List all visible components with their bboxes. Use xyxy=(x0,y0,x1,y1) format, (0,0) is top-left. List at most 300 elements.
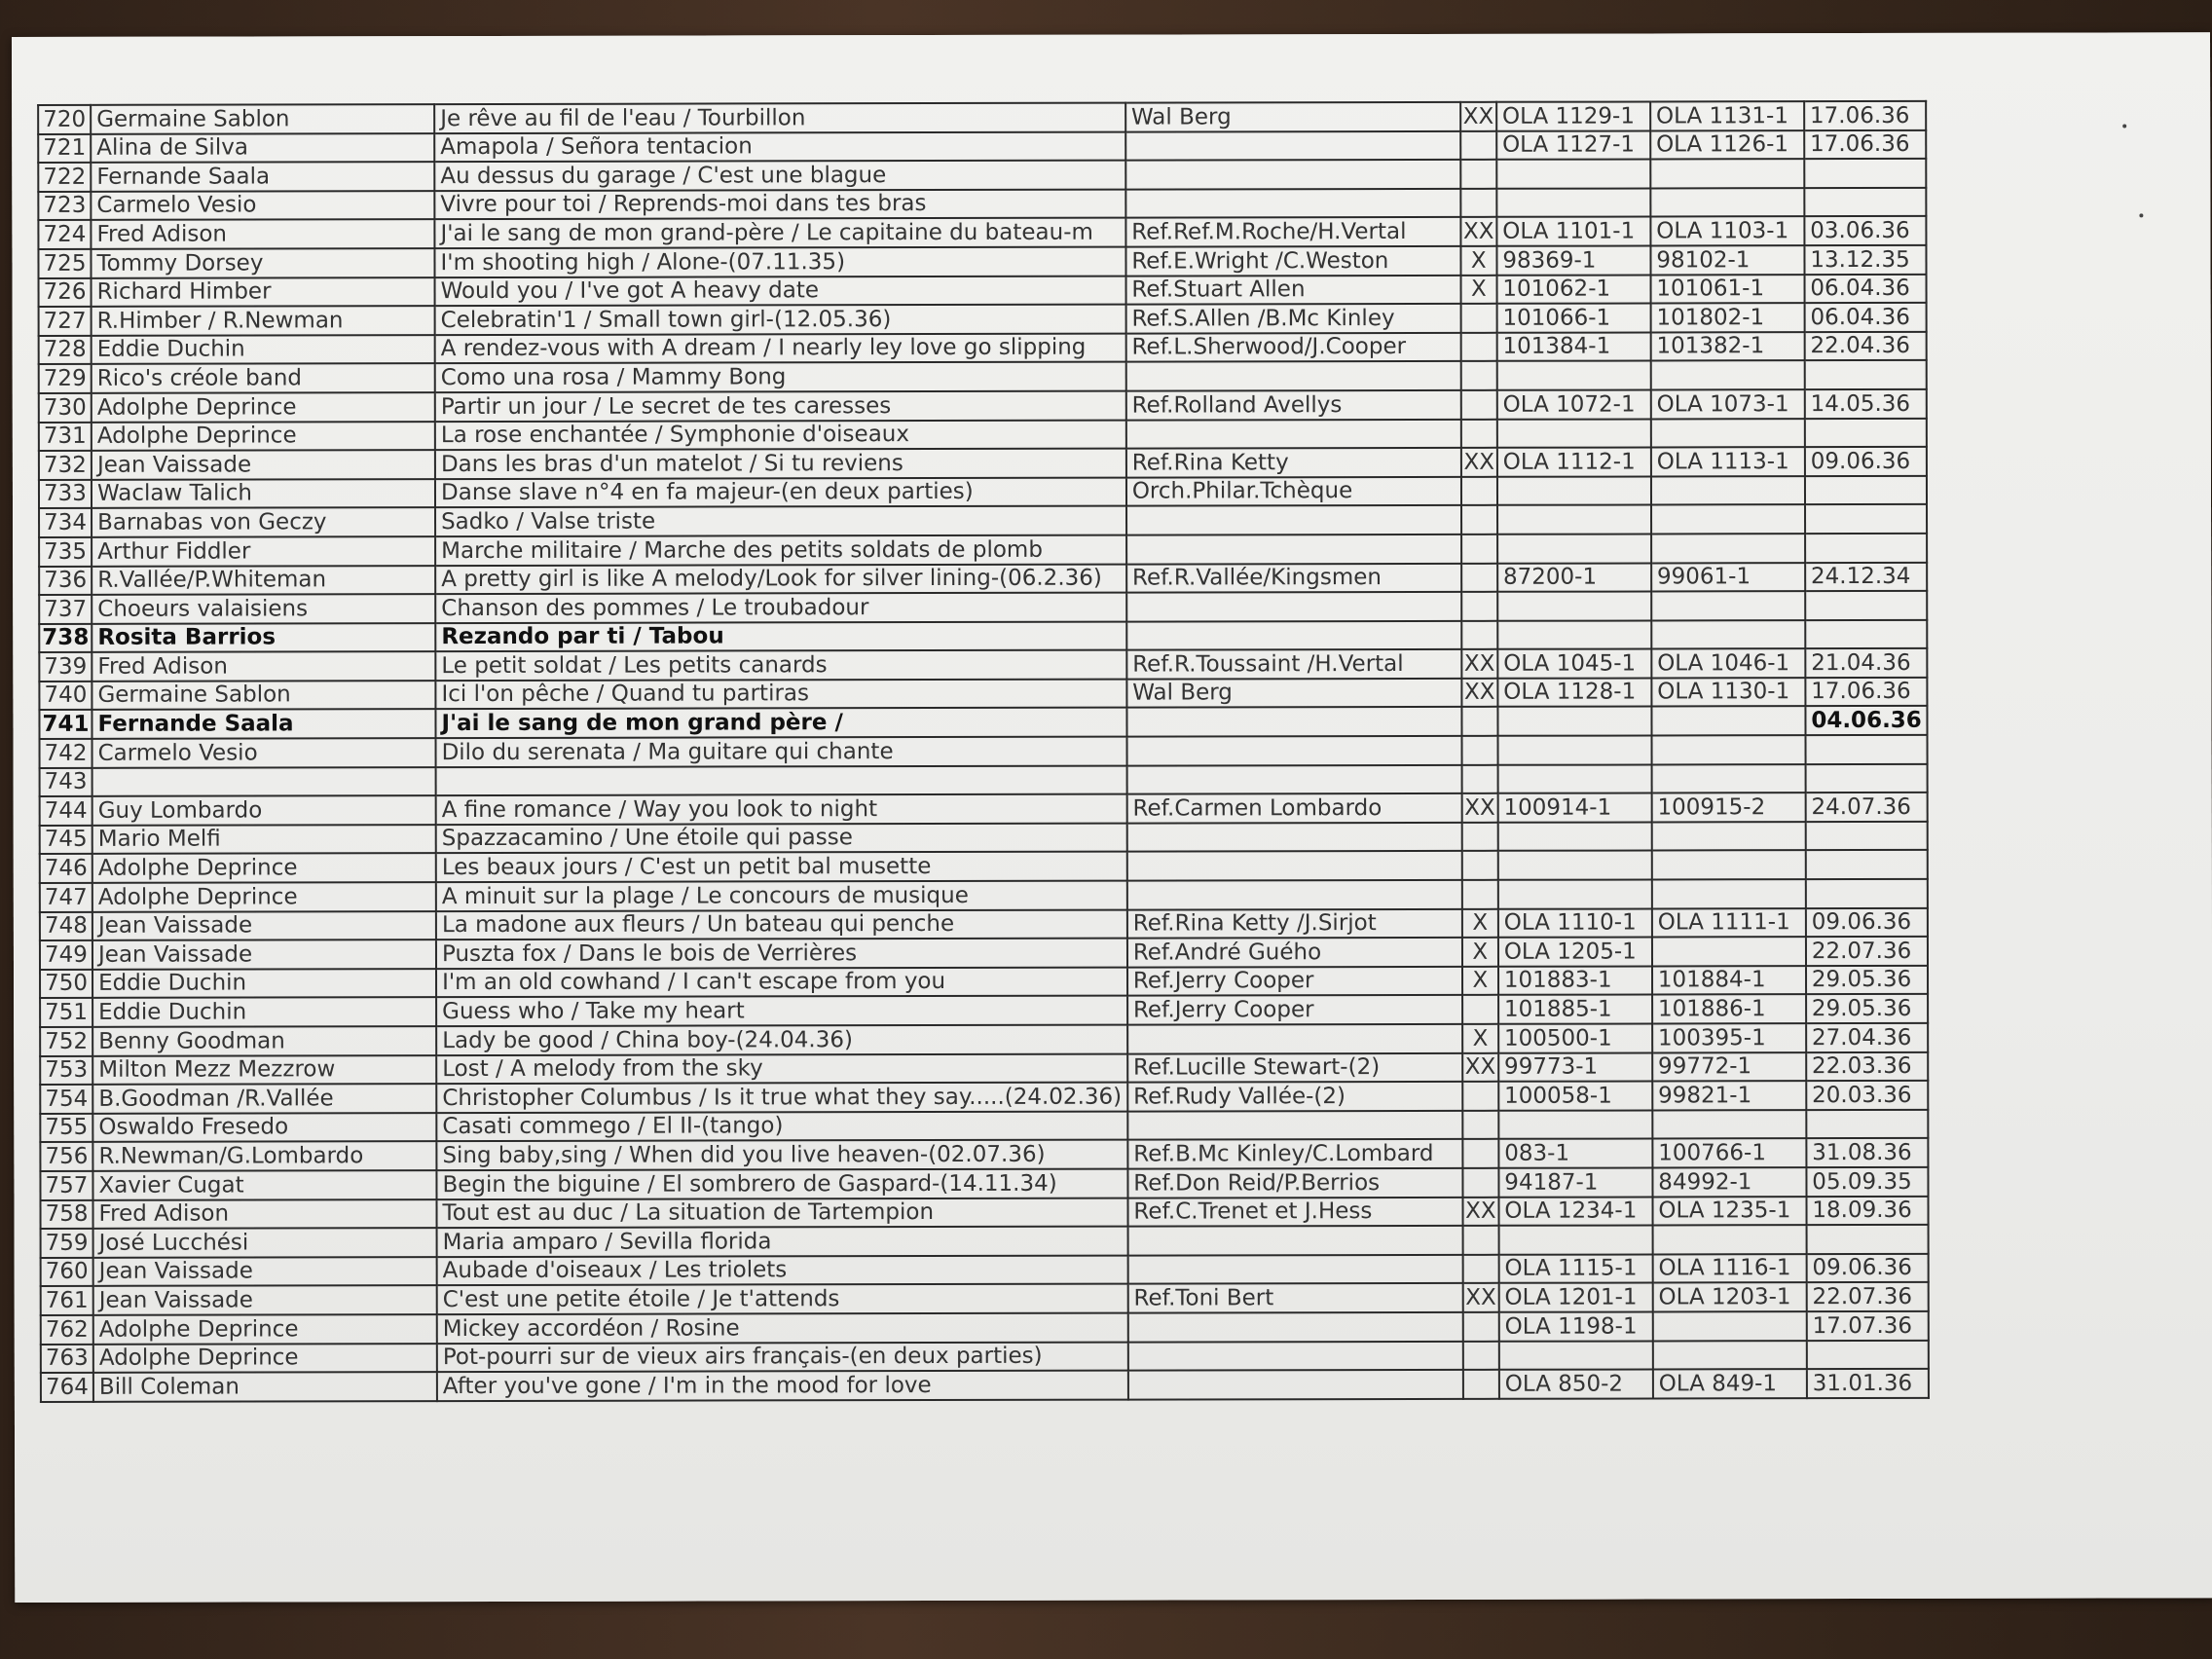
reference-cell xyxy=(1126,419,1461,448)
record-number-cell: 723 xyxy=(38,192,91,221)
title-cell: Christopher Columbus / Is it true what they say.....(24.02.36) xyxy=(436,1083,1127,1113)
matrix-b-cell xyxy=(1652,1225,1806,1254)
table-row xyxy=(41,1311,1929,1345)
artist-cell: Carmelo Vesio xyxy=(92,738,436,767)
table-row xyxy=(40,1081,1928,1114)
table-row xyxy=(38,129,1926,163)
matrix-b-cell xyxy=(1651,534,1805,563)
reference-cell xyxy=(1127,1111,1462,1140)
artist-cell: Tommy Dorsey xyxy=(91,248,434,277)
mark-cell xyxy=(1461,535,1497,564)
title-cell: Would you / I've got A heavy date xyxy=(435,276,1126,306)
reference-cell: Ref.Rina Ketty xyxy=(1126,448,1461,477)
reference-cell: Ref.Ref.M.Roche/H.Vertal xyxy=(1125,217,1460,246)
matrix-b-cell xyxy=(1652,879,1806,908)
artist-cell: Eddie Duchin xyxy=(92,335,435,364)
matrix-a-cell xyxy=(1497,736,1651,765)
artist-cell: Jean Vaissade xyxy=(93,1285,437,1314)
title-cell: J'ai le sang de mon grand-père / Le capitaine du bateau-m xyxy=(434,218,1125,248)
matrix-a-cell: OLA 1072-1 xyxy=(1497,389,1651,419)
matrix-b-cell: OLA 1126-1 xyxy=(1650,130,1804,160)
date-cell xyxy=(1804,159,1927,188)
artist-cell xyxy=(92,767,436,796)
matrix-b-cell: 84992-1 xyxy=(1652,1167,1806,1197)
artist-cell: Eddie Duchin xyxy=(92,997,436,1026)
date-cell xyxy=(1805,764,1928,793)
date-cell: 22.04.36 xyxy=(1804,332,1927,361)
paper-speck xyxy=(2139,213,2143,217)
matrix-a-cell xyxy=(1499,1341,1653,1370)
artist-cell: Adolphe Deprince xyxy=(92,422,435,451)
artist-cell: Jean Vaissade xyxy=(92,450,435,479)
artist-cell: José Lucchési xyxy=(93,1228,437,1257)
artist-cell: Alina de Silva xyxy=(91,133,434,163)
record-number-cell: 748 xyxy=(40,911,92,940)
record-number-cell: 742 xyxy=(40,739,92,768)
artist-cell: R.Himber / R.Newman xyxy=(92,306,435,335)
table-row xyxy=(40,735,1928,768)
date-cell: 31.08.36 xyxy=(1806,1138,1929,1167)
matrix-b-cell xyxy=(1651,591,1805,620)
matrix-b-cell xyxy=(1651,504,1805,534)
mark-cell: XX xyxy=(1462,1197,1498,1226)
matrix-b-cell: OLA 1103-1 xyxy=(1650,217,1804,246)
record-number-cell: 753 xyxy=(40,1055,92,1085)
record-number-cell: 726 xyxy=(39,277,92,307)
artist-cell: R.Vallée/P.Whiteman xyxy=(92,566,435,595)
paper-speck xyxy=(2122,124,2126,128)
matrix-b-cell: 100915-2 xyxy=(1651,793,1805,822)
matrix-b-cell: 100766-1 xyxy=(1652,1139,1806,1168)
matrix-a-cell: OLA 1201-1 xyxy=(1499,1283,1653,1312)
record-number-cell: 733 xyxy=(39,480,92,509)
matrix-a-cell xyxy=(1498,851,1652,880)
reference-cell xyxy=(1127,1226,1462,1255)
date-cell: 29.05.36 xyxy=(1806,994,1929,1023)
record-number-cell: 736 xyxy=(39,566,92,595)
matrix-a-cell: OLA 1110-1 xyxy=(1498,908,1652,938)
date-cell: 06.04.36 xyxy=(1804,303,1927,332)
date-cell xyxy=(1806,822,1929,851)
matrix-a-cell xyxy=(1497,534,1651,563)
record-number-cell: 746 xyxy=(40,854,92,883)
table-row xyxy=(40,879,1928,912)
mark-cell xyxy=(1463,1312,1499,1342)
table-row xyxy=(41,1225,1929,1258)
title-cell: Ici l'on pêche / Quand tu partiras xyxy=(435,679,1126,709)
artist-cell: Waclaw Talich xyxy=(92,479,435,508)
table-row xyxy=(40,1110,1928,1143)
title-cell: Lady be good / China boy-(24.04.36) xyxy=(436,1025,1127,1055)
date-cell xyxy=(1805,735,1928,764)
date-cell: 20.03.36 xyxy=(1806,1081,1929,1110)
record-number-cell: 756 xyxy=(40,1142,92,1171)
mark-cell xyxy=(1461,477,1497,506)
matrix-a-cell: OLA 1101-1 xyxy=(1496,217,1650,246)
matrix-a-cell: OLA 1234-1 xyxy=(1498,1197,1652,1226)
mark-cell: X xyxy=(1460,275,1496,304)
mark-cell xyxy=(1461,736,1497,765)
matrix-b-cell xyxy=(1653,1311,1807,1341)
reference-cell: Ref.Carmen Lombardo xyxy=(1126,793,1461,823)
mark-cell: XX xyxy=(1461,649,1497,679)
matrix-a-cell xyxy=(1497,361,1651,390)
reference-cell xyxy=(1126,707,1461,736)
matrix-b-cell xyxy=(1650,159,1804,188)
matrix-a-cell xyxy=(1497,620,1651,649)
record-number-cell: 757 xyxy=(40,1171,92,1200)
matrix-a-cell: 94187-1 xyxy=(1498,1167,1652,1197)
matrix-a-cell xyxy=(1497,764,1651,793)
record-number-cell: 732 xyxy=(39,451,92,480)
record-number-cell: 730 xyxy=(39,393,92,423)
reference-cell: Ref.Rudy Vallée-(2) xyxy=(1127,1082,1462,1111)
mark-cell xyxy=(1460,304,1496,333)
table-row xyxy=(39,534,1927,567)
date-cell: 05.09.35 xyxy=(1806,1167,1929,1197)
matrix-a-cell xyxy=(1496,160,1650,189)
mark-cell xyxy=(1462,1226,1498,1255)
record-number-cell: 759 xyxy=(41,1229,93,1258)
reference-cell: Ref.S.Allen /B.Mc Kinley xyxy=(1125,304,1460,333)
record-number-cell: 722 xyxy=(38,163,91,192)
matrix-a-cell: OLA 1128-1 xyxy=(1497,678,1651,707)
record-number-cell: 741 xyxy=(39,710,92,739)
title-cell: Guess who / Take my heart xyxy=(436,996,1127,1026)
table-row xyxy=(39,620,1927,653)
table-row xyxy=(40,1167,1928,1200)
record-number-cell: 725 xyxy=(38,249,91,278)
artist-cell: R.Newman/G.Lombardo xyxy=(92,1141,436,1170)
title-cell: La rose enchantée / Symphonie d'oiseaux xyxy=(435,420,1126,450)
title-cell: Lost / A melody from the sky xyxy=(436,1053,1127,1084)
title-cell: Dans les bras d'un matelot / Si tu reviens xyxy=(435,449,1126,479)
matrix-a-cell xyxy=(1498,880,1652,909)
artist-cell: Adolphe Deprince xyxy=(93,1314,437,1344)
mark-cell xyxy=(1460,189,1496,218)
paper-sheet xyxy=(12,32,2212,1603)
matrix-b-cell: OLA 1203-1 xyxy=(1653,1282,1807,1311)
matrix-b-cell xyxy=(1651,419,1805,448)
artist-cell: Guy Lombardo xyxy=(92,795,436,825)
matrix-b-cell xyxy=(1651,360,1805,389)
matrix-a-cell: 083-1 xyxy=(1498,1139,1652,1168)
date-cell xyxy=(1805,418,1928,447)
reference-cell xyxy=(1128,1312,1463,1342)
matrix-b-cell: 101886-1 xyxy=(1652,995,1806,1024)
reference-cell xyxy=(1128,1341,1463,1370)
date-cell: 27.04.36 xyxy=(1806,1023,1929,1052)
artist-cell: Rico's créole band xyxy=(92,363,435,392)
matrix-a-cell: 98369-1 xyxy=(1496,245,1650,275)
matrix-a-cell: 100500-1 xyxy=(1498,1023,1652,1052)
artist-cell: Xavier Cugat xyxy=(92,1170,436,1199)
mark-cell: XX xyxy=(1460,102,1496,131)
title-cell: Marche militaire / Marche des petits soldats de plomb xyxy=(435,535,1126,566)
reference-cell: Ref.Lucille Stewart-(2) xyxy=(1127,1052,1462,1082)
matrix-b-cell xyxy=(1652,1110,1806,1139)
matrix-a-cell: OLA 1045-1 xyxy=(1497,649,1651,679)
reference-cell xyxy=(1126,621,1461,650)
artist-cell: Adolphe Deprince xyxy=(93,1344,437,1373)
reference-cell xyxy=(1127,1024,1462,1053)
date-cell xyxy=(1806,1225,1929,1254)
matrix-a-cell: 100914-1 xyxy=(1497,793,1651,823)
title-cell: Pot-pourri sur de vieux airs français-(en deux parties) xyxy=(437,1342,1128,1372)
record-number-cell: 747 xyxy=(40,883,92,912)
table-row xyxy=(41,1282,1929,1315)
reference-cell: Ref.C.Trenet et J.Hess xyxy=(1127,1197,1462,1226)
reference-cell xyxy=(1128,1370,1463,1399)
artist-cell: Choeurs valaisiens xyxy=(92,594,435,623)
matrix-a-cell: 101062-1 xyxy=(1496,275,1650,304)
title-cell: Vivre pour toi / Reprends-moi dans tes bras xyxy=(434,189,1125,219)
record-number-cell: 728 xyxy=(39,336,92,365)
title-cell: Mickey accordéon / Rosine xyxy=(437,1313,1128,1344)
artist-cell: Germaine Sablon xyxy=(92,681,435,710)
date-cell xyxy=(1806,879,1929,908)
title-cell: Celebratin'1 / Small town girl-(12.05.36) xyxy=(435,305,1126,335)
matrix-a-cell xyxy=(1497,476,1651,505)
reference-cell: Ref.R.Toussaint /H.Vertal xyxy=(1126,649,1461,679)
matrix-a-cell: 87200-1 xyxy=(1497,563,1651,592)
mark-cell xyxy=(1460,130,1496,160)
table-row xyxy=(39,274,1927,307)
record-number-cell: 738 xyxy=(39,624,92,653)
table-row xyxy=(40,908,1928,941)
record-number-cell: 729 xyxy=(39,364,92,393)
date-cell xyxy=(1805,504,1928,534)
mark-cell: X xyxy=(1462,938,1498,967)
title-cell: La madone aux fleurs / Un bateau qui penche xyxy=(436,909,1127,940)
mark-cell: X xyxy=(1462,908,1498,938)
record-number-cell: 762 xyxy=(41,1315,93,1345)
reference-cell xyxy=(1126,592,1461,621)
record-number-cell: 752 xyxy=(40,1027,92,1056)
title-cell xyxy=(436,765,1127,795)
table-row xyxy=(39,678,1927,711)
title-cell: Le petit soldat / Les petits canards xyxy=(435,650,1126,681)
reference-cell: Ref.Rina Ketty /J.Sirjot xyxy=(1127,909,1462,939)
matrix-a-cell xyxy=(1498,822,1652,851)
matrix-a-cell: 101883-1 xyxy=(1498,966,1652,995)
reference-cell: Ref.Stuart Allen xyxy=(1125,275,1460,304)
matrix-b-cell xyxy=(1650,188,1804,217)
table-row xyxy=(39,418,1927,451)
reference-cell xyxy=(1126,535,1461,564)
reference-cell xyxy=(1127,851,1462,880)
title-cell: Spazzacamino / Une étoile qui passe xyxy=(436,823,1127,853)
title-cell: Danse slave n°4 en fa majeur-(en deux parties) xyxy=(435,477,1126,507)
reference-cell xyxy=(1125,130,1460,160)
record-number-cell: 727 xyxy=(39,307,92,336)
record-number-cell: 749 xyxy=(40,940,92,970)
record-number-cell: 724 xyxy=(38,220,91,249)
matrix-b-cell: OLA 1235-1 xyxy=(1652,1197,1806,1226)
matrix-a-cell: OLA 850-2 xyxy=(1499,1370,1653,1399)
title-cell: Puszta fox / Dans le bois de Verrières xyxy=(436,939,1127,969)
reference-cell xyxy=(1127,880,1462,909)
matrix-b-cell xyxy=(1651,620,1805,649)
mark-cell xyxy=(1461,419,1497,448)
title-cell: Como una rosa / Mammy Bong xyxy=(435,362,1126,392)
artist-cell: Fernande Saala xyxy=(92,710,435,739)
date-cell xyxy=(1805,360,1928,389)
artist-cell: Adolphe Deprince xyxy=(92,854,436,883)
record-number-cell: 740 xyxy=(39,682,92,711)
reference-cell: Ref.Jerry Cooper xyxy=(1127,967,1462,996)
date-cell xyxy=(1804,188,1927,217)
reference-cell: Ref.B.Mc Kinley/C.Lombard xyxy=(1127,1139,1462,1168)
mark-cell: XX xyxy=(1462,1052,1498,1082)
matrix-b-cell xyxy=(1651,735,1805,764)
mark-cell xyxy=(1461,563,1497,592)
reference-cell: Ref.Toni Bert xyxy=(1128,1283,1463,1312)
reference-cell: Ref.Don Reid/P.Berrios xyxy=(1127,1168,1462,1198)
mark-cell: X xyxy=(1460,246,1496,276)
reference-cell xyxy=(1125,160,1460,189)
mark-cell xyxy=(1461,764,1497,793)
record-number-cell: 764 xyxy=(41,1373,93,1402)
artist-cell: Arthur Fiddler xyxy=(92,536,435,566)
matrix-a-cell: 101066-1 xyxy=(1496,304,1650,333)
mark-cell xyxy=(1463,1341,1499,1370)
record-number-cell: 737 xyxy=(39,595,92,624)
mark-cell xyxy=(1461,592,1497,621)
mark-cell xyxy=(1462,1111,1498,1140)
reference-cell: Wal Berg xyxy=(1125,102,1460,131)
date-cell: 04.06.36 xyxy=(1805,706,1928,735)
artist-cell: B.Goodman /R.Vallée xyxy=(92,1084,436,1113)
matrix-b-cell xyxy=(1651,764,1805,793)
matrix-b-cell: 99772-1 xyxy=(1652,1052,1806,1082)
title-cell: Partir un jour / Le secret de tes caresses xyxy=(435,391,1126,422)
matrix-a-cell xyxy=(1496,188,1650,217)
date-cell: 17.06.36 xyxy=(1804,129,1927,159)
reference-cell: Ref.Jerry Cooper xyxy=(1127,995,1462,1024)
matrix-a-cell: 99773-1 xyxy=(1498,1052,1652,1082)
record-number-cell: 750 xyxy=(40,970,92,999)
artist-cell: Jean Vaissade xyxy=(92,940,436,969)
artist-cell: Adolphe Deprince xyxy=(92,392,435,422)
reference-cell xyxy=(1126,505,1461,535)
mark-cell xyxy=(1463,1370,1499,1399)
matrix-a-cell: OLA 1129-1 xyxy=(1496,101,1650,130)
title-cell: C'est une petite étoile / Je t'attends xyxy=(437,1284,1128,1314)
artist-cell: Fred Adison xyxy=(92,651,435,681)
title-cell: Rezando par ti / Tabou xyxy=(435,621,1126,651)
table-row xyxy=(39,591,1927,624)
matrix-b-cell: 99821-1 xyxy=(1652,1081,1806,1110)
date-cell xyxy=(1806,850,1929,879)
mark-cell xyxy=(1461,707,1497,736)
table-row xyxy=(39,303,1927,336)
matrix-b-cell xyxy=(1652,851,1806,880)
date-cell: 17.06.36 xyxy=(1805,678,1928,707)
mark-cell: XX xyxy=(1463,1283,1499,1312)
matrix-b-cell: 101884-1 xyxy=(1652,966,1806,995)
mark-cell: X xyxy=(1462,1024,1498,1053)
record-number-cell: 735 xyxy=(39,537,92,567)
matrix-a-cell xyxy=(1498,1110,1652,1139)
table-row xyxy=(38,159,1926,192)
date-cell: 17.06.36 xyxy=(1804,101,1927,130)
matrix-b-cell: 101802-1 xyxy=(1650,303,1804,332)
record-number-cell: 734 xyxy=(39,508,92,537)
title-cell: Les beaux jours / C'est un petit bal musette xyxy=(436,852,1127,882)
table-row xyxy=(39,447,1927,480)
table-row xyxy=(41,1254,1929,1287)
mark-cell xyxy=(1462,995,1498,1024)
matrix-b-cell xyxy=(1651,707,1805,736)
matrix-b-cell: OLA 1130-1 xyxy=(1651,678,1805,707)
date-cell: 06.04.36 xyxy=(1804,274,1927,303)
table-row xyxy=(38,216,1926,249)
matrix-b-cell: OLA 1116-1 xyxy=(1652,1254,1806,1283)
matrix-b-cell: OLA 1046-1 xyxy=(1651,648,1805,678)
date-cell: 22.07.36 xyxy=(1807,1282,1930,1311)
artist-cell: Richard Himber xyxy=(92,277,435,307)
table-row xyxy=(39,706,1927,739)
matrix-a-cell: 101885-1 xyxy=(1498,995,1652,1024)
table-row xyxy=(40,937,1928,970)
matrix-a-cell xyxy=(1497,505,1651,535)
title-cell: Au dessus du garage / C'est une blague xyxy=(434,161,1125,191)
date-cell: 24.07.36 xyxy=(1805,793,1928,822)
mark-cell xyxy=(1460,160,1496,189)
title-cell: Tout est au duc / La situation de Tartempion xyxy=(437,1198,1128,1228)
title-cell: I'm an old cowhand / I can't escape from you xyxy=(436,967,1127,997)
title-cell: Maria amparo / Sevilla florida xyxy=(437,1227,1128,1257)
artist-cell: Mario Melfi xyxy=(92,825,436,854)
table-row xyxy=(39,360,1927,393)
date-cell xyxy=(1805,476,1928,505)
matrix-b-cell xyxy=(1652,937,1806,966)
reference-cell xyxy=(1127,1255,1462,1284)
date-cell: 18.09.36 xyxy=(1806,1196,1929,1225)
date-cell xyxy=(1805,591,1928,620)
title-cell: Casati commego / El II-(tango) xyxy=(436,1111,1127,1141)
matrix-b-cell: 100395-1 xyxy=(1652,1023,1806,1052)
table-row xyxy=(39,504,1927,537)
table-row xyxy=(40,822,1928,855)
title-cell: Je rêve au fil de l'eau / Tourbillon xyxy=(434,103,1125,133)
title-cell: J'ai le sang de mon grand père / xyxy=(435,708,1126,738)
title-cell: Chanson des pommes / Le troubadour xyxy=(435,593,1126,623)
matrix-a-cell xyxy=(1497,419,1651,448)
mark-cell xyxy=(1462,880,1498,909)
date-cell xyxy=(1807,1340,1930,1369)
date-cell xyxy=(1805,620,1928,649)
table-row xyxy=(39,389,1927,423)
artist-cell: Benny Goodman xyxy=(92,1026,436,1055)
reference-cell: Orch.Philar.Tchèque xyxy=(1126,477,1461,506)
date-cell: 22.03.36 xyxy=(1806,1051,1929,1081)
matrix-a-cell: 100058-1 xyxy=(1498,1082,1652,1111)
record-number-cell: 739 xyxy=(39,652,92,682)
reference-cell xyxy=(1127,823,1462,852)
table-row xyxy=(40,1023,1928,1056)
matrix-b-cell xyxy=(1652,822,1806,851)
matrix-a-cell xyxy=(1497,592,1651,621)
table-row xyxy=(40,1051,1928,1085)
artist-cell: Germaine Sablon xyxy=(91,104,434,133)
record-number-cell: 758 xyxy=(41,1199,93,1229)
mark-cell xyxy=(1461,390,1497,420)
matrix-a-cell: OLA 1198-1 xyxy=(1499,1311,1653,1341)
date-cell: 09.06.36 xyxy=(1806,1254,1929,1283)
title-cell: A pretty girl is like A melody/Look for silver lining-(06.2.36) xyxy=(435,564,1126,594)
